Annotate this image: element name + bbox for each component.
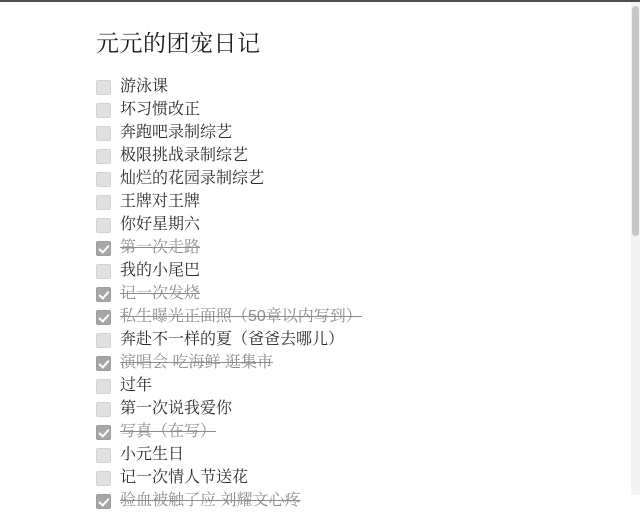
checkbox-icon[interactable] xyxy=(96,310,111,325)
checkbox-icon[interactable] xyxy=(96,149,111,164)
list-item-label: 坏习惯改正 xyxy=(120,101,201,118)
scrollbar[interactable] xyxy=(631,2,640,495)
list-item-label: 小元生日 xyxy=(120,446,185,463)
checkbox-icon[interactable] xyxy=(96,172,111,187)
list-item[interactable] xyxy=(96,490,566,512)
list-item-label: 记一次发烧 xyxy=(120,285,201,302)
list-item-label: 奔赴不一样的夏（爸爸去哪儿） xyxy=(120,331,345,348)
checkbox-icon[interactable] xyxy=(96,195,111,210)
list-item[interactable] xyxy=(96,168,566,190)
list-item[interactable] xyxy=(96,99,566,121)
list-item-label: 奔跑吧录制综艺 xyxy=(120,124,233,141)
list-item[interactable] xyxy=(96,237,566,259)
list-item[interactable] xyxy=(96,145,566,167)
list-item[interactable] xyxy=(96,191,566,213)
checkbox-icon[interactable] xyxy=(96,402,111,417)
list-item-label: 灿烂的花园录制综艺 xyxy=(120,170,265,187)
list-item-label: 过年 xyxy=(120,377,153,394)
checkbox-icon[interactable] xyxy=(96,356,111,371)
list-item-label: 极限挑战录制综艺 xyxy=(120,147,249,164)
checkbox-icon[interactable] xyxy=(96,448,111,463)
list-item[interactable] xyxy=(96,375,566,397)
list-item[interactable] xyxy=(96,467,566,489)
list-item-label: 记一次情人节送花 xyxy=(120,469,249,486)
list-item[interactable] xyxy=(96,421,566,443)
list-item[interactable] xyxy=(96,76,566,98)
list-item-label: 第一次说我爱你 xyxy=(120,400,233,417)
checkbox-icon[interactable] xyxy=(96,103,111,118)
checkbox-icon[interactable] xyxy=(96,126,111,141)
scrollbar-thumb[interactable] xyxy=(632,6,639,236)
list-item-label: 写真（在写） xyxy=(120,423,217,440)
list-item[interactable] xyxy=(96,398,566,420)
top-divider xyxy=(0,0,640,2)
todo-list xyxy=(96,76,566,512)
list-item-label: 私生曝光正面照（50章以内写到） xyxy=(120,308,362,325)
checkbox-icon[interactable] xyxy=(96,333,111,348)
checkbox-icon[interactable] xyxy=(96,379,111,394)
list-item[interactable] xyxy=(96,283,566,305)
list-item-label: 游泳课 xyxy=(120,78,169,95)
list-item-label: 验血被触了应 刘耀文心疼 xyxy=(120,492,301,509)
list-item[interactable] xyxy=(96,122,566,144)
list-item[interactable] xyxy=(96,352,566,374)
list-item-label: 王牌对王牌 xyxy=(120,193,201,210)
list-item[interactable] xyxy=(96,306,566,328)
list-item[interactable] xyxy=(96,329,566,351)
page-title: 元元的团宠日记 xyxy=(96,30,261,56)
checkbox-icon[interactable] xyxy=(96,241,111,256)
checkbox-icon[interactable] xyxy=(96,425,111,440)
list-item[interactable] xyxy=(96,260,566,282)
checkbox-icon[interactable] xyxy=(96,287,111,302)
checkbox-icon[interactable] xyxy=(96,218,111,233)
checkbox-icon[interactable] xyxy=(96,494,111,509)
list-item-label: 演唱会 吃海鲜 逛集市 xyxy=(120,354,273,371)
checkbox-icon[interactable] xyxy=(96,80,111,95)
list-item-label: 第一次走路 xyxy=(120,239,201,256)
checkbox-icon[interactable] xyxy=(96,471,111,486)
list-item-label: 你好星期六 xyxy=(120,216,201,233)
list-item-label: 我的小尾巴 xyxy=(120,262,201,279)
checkbox-icon[interactable] xyxy=(96,264,111,279)
document-content xyxy=(96,28,566,513)
list-item[interactable] xyxy=(96,214,566,236)
list-item[interactable] xyxy=(96,444,566,466)
